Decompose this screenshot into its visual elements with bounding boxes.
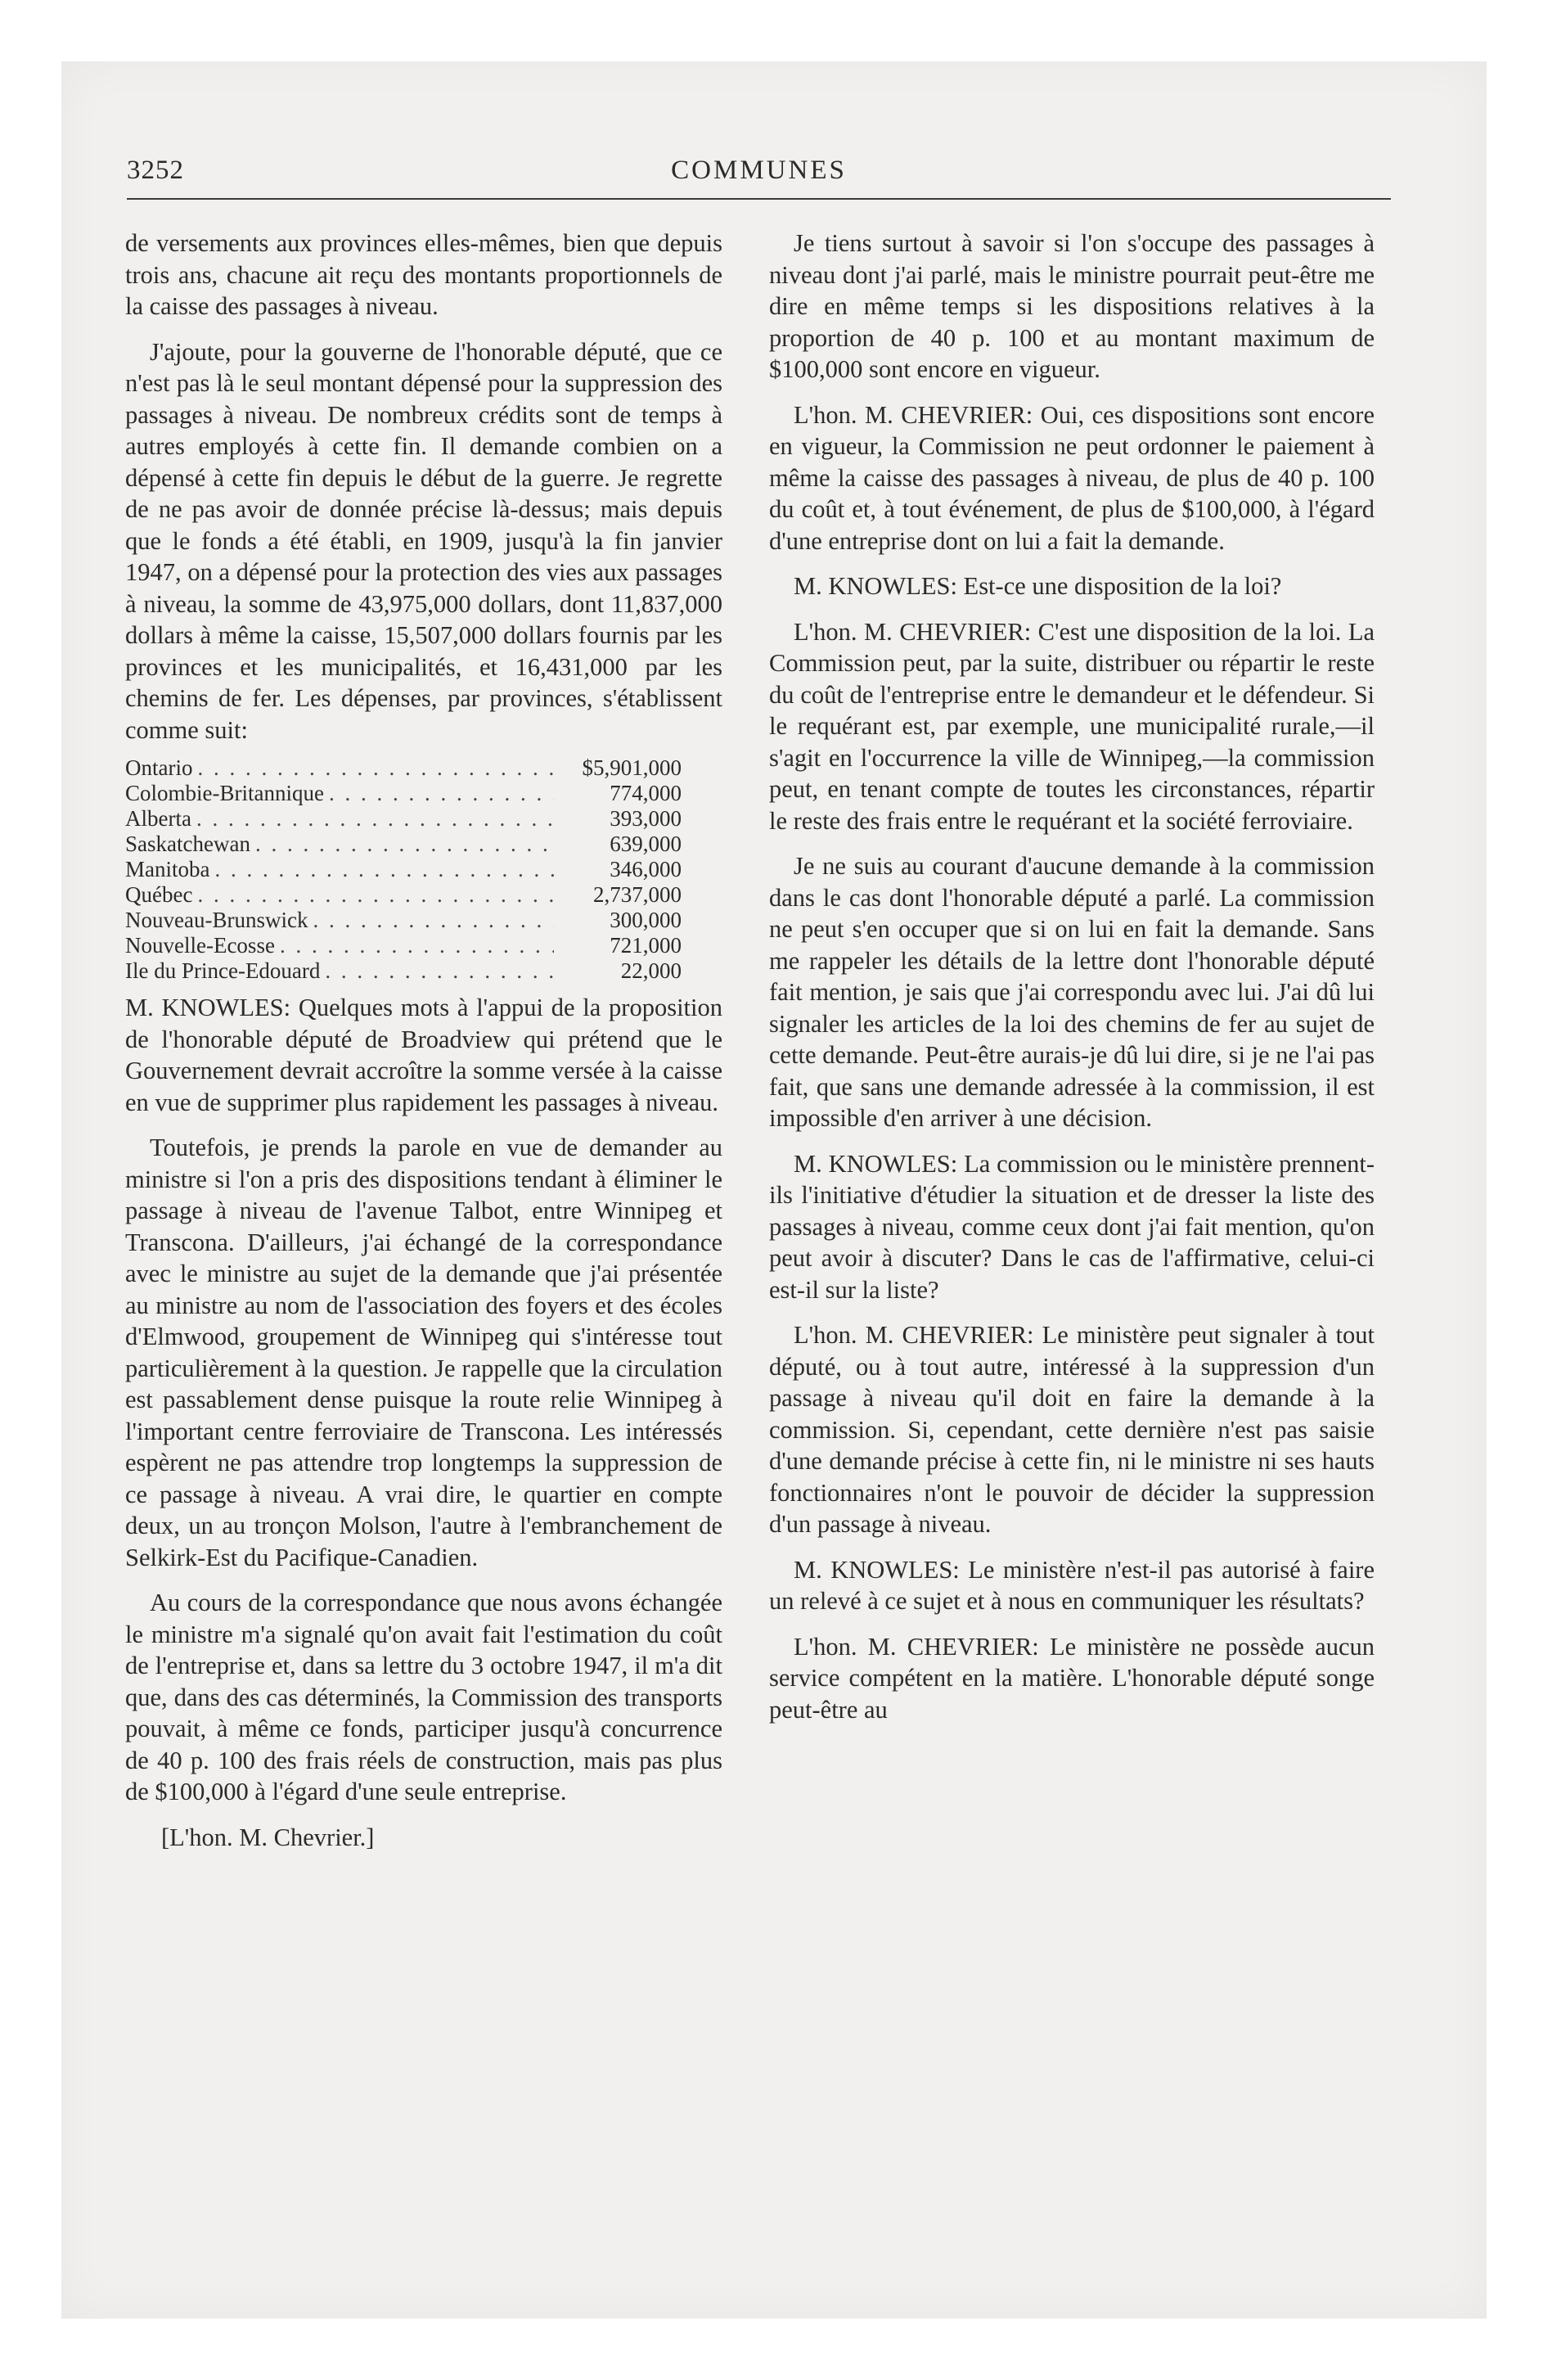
table-row [125,933,722,958]
table-row [125,781,722,806]
paragraph: Toutefois, je prends la parole en vue de demander au ministre si l'on a pris des dispositions tendant à éliminer le passage à niveau de l'avenue Talbot, entre Winnipeg et Transcona. D'ailleurs, j'ai échangé de la correspondance avec le ministre au sujet de la demande que j'ai présentée au ministre au nom de l'association des foyers et des écoles d'Elmwood, groupement de Winnipeg qui s'intéresse tout particulièrement à la question. Je rappelle que la circulation est passablement dense puisque la route relie Winnipeg à l'important centre ferroviaire de Transcona. Les intéressés espèrent ne pas attendre trop longtemps la suppression de ce passage à niveau. A vrai dire, le quartier en compte deux, un au tronçon Molson, l'autre à l'embranchement de Selkirk-Est du Pacifique-Canadien. [125,1134,722,1571]
paragraph: J'ajoute, pour la gouverne de l'honorable député, que ce n'est pas là le seul montant dépensé pour la suppression des passages à niveau. De nombreux crédits sont de temps à autres employés à cette fin. Il demande combien on a dépensé à cette fin depuis le début de la guerre. Je regrette de ne pas avoir de donnée précise là-dessus; mais depuis que le fonds a été établi, en 1909, jusqu'à la fin janvier 1947, on a dépensé pour la protection des vies aux passages à niveau, la somme de 43,975,000 dollars, dont 11,837,000 dollars à même la caisse, 15,507,000 dollars fournis par les provinces et les municipalités, et 16,431,000 par les chemins de fer. Les dépenses, par provinces, s'établissent comme suit: [125,337,722,744]
leader-dots [329,781,554,806]
province-name: Alberta [125,806,191,831]
leader-dots [197,882,554,908]
province-name: Nouvelle-Ecosse [125,933,275,958]
paragraph: Je tiens surtout à savoir si l'on s'occupe des passages à niveau dont j'ai parlé, mais le ministre pourrait peut-être me dire en même temps si les dispositions relatives à la proportion de 40 p. 100 et au montant maximum de $100,000 sont encore en vigueur. [769,229,1375,383]
province-name: Ile du Prince-Edouard [125,958,321,983]
paragraph: L'hon. M. CHEVRIER: Le ministère ne possède aucun service compétent en la matière. L'honorable député songe peut-être au [769,1632,1375,1724]
paragraph: M. KNOWLES: Quelques mots à l'appui de la proposition de l'honorable député de Broadview qui prétend que le Gouvernement devrait accroître la somme versée à la caisse en vue de supprimer plus rapidement les passages à niveau. [125,994,722,1116]
table-row [125,832,722,857]
province-amount: 22,000 [620,958,682,983]
province-name: Colombie-Britannique [125,781,324,805]
running-title: COMMUNES [671,156,847,185]
province-expenses-table [125,755,722,984]
right-column [769,228,1375,1725]
header-rule [127,198,1391,200]
province-name: Québec [125,882,193,907]
province-name: Saskatchewan [125,832,250,856]
province-amount: $5,901,000 [582,755,682,780]
paragraph: L'hon. M. CHEVRIER: Le ministère peut signaler à tout député, ou à tout autre, intéressé à la suppression d'un passage à niveau qu'il doit en faire la demande à la commission. Si, cependant, cette dernière n'est pas saisie d'une demande précise à cette fin, ni le ministre ni ses hauts fonctionnaires n'ont le pouvoir de décider la suppression d'un passage à niveau. [769,1321,1375,1538]
leader-dots [255,832,554,857]
province-name: Nouveau-Brunswick [125,908,308,932]
leader-dots [325,958,554,984]
paragraph: L'hon. M. CHEVRIER: Oui, ces dispositions sont encore en vigueur, la Commission ne peut ordonner le paiement à même la caisse des passages à niveau, de plus de 40 p. 100 du coût et, à tout événement, de plus de $100,000, à l'égard d'une entreprise dont on lui a fait la demande. [769,400,1375,555]
left-column [125,228,722,1853]
province-amount: 346,000 [610,857,682,881]
paragraph: L'hon. M. CHEVRIER: C'est une disposition de la loi. La Commission peut, par la suite, distribuer ou répartir le reste du coût de l'entreprise entre le demandeur et le défendeur. Si le requérant est, par exemple, une municipalité rurale,—il s'agit en l'occurrence la ville de Winnipeg,—la commission peut, en tenant compte de toutes les circonstances, répartir le reste des frais entre le requérant et la société ferroviaire. [769,617,1375,835]
province-amount: 721,000 [610,933,682,958]
table-row [125,755,722,781]
leader-dots [280,933,554,958]
page-number: 3252 [127,156,184,185]
paragraph: M. KNOWLES: Le ministère n'est-il pas autorisé à faire un relevé à ce sujet et à nous en communiquer les résultats? [769,1555,1375,1615]
paragraph: M. KNOWLES: La commission ou le ministère prennent-ils l'initiative d'étudier la situation et de dresser la liste des passages à niveau, comme ceux dont j'ai fait mention, qu'on peut avoir à discuter? Dans le cas de l'affirmative, celui-ci est-il sur la liste? [769,1149,1375,1304]
province-name: Manitoba [125,857,210,881]
table-row [125,908,722,933]
leader-dots [197,755,554,781]
leader-dots [214,857,554,882]
leader-dots [196,806,554,832]
province-amount: 393,000 [610,806,682,831]
province-amount: 2,737,000 [593,882,682,907]
leader-dots [313,908,554,933]
table-row [125,958,722,984]
paragraph: Je ne suis au courant d'aucune demande à la commission dans le cas dont l'honorable député a parlé. La commission ne peut s'en occuper que si on lui en fait la demande. Sans me rappeler les détails de la lettre dont l'honorable député fait mention, je sais que j'ai correspondu avec lui. J'ai dû lui signaler les articles de la loi des chemins de fer au sujet de cette demande. Peut-être aurais-je dû lui dire, si je ne l'ai pas fait, que sans une demande adressée à la commission, il est impossible d'en arriver à une décision. [769,852,1375,1132]
paragraph: Au cours de la correspondance que nous avons échangée le ministre m'a signalé qu'on avait fait l'estimation du coût de l'entreprise et, dans sa lettre du 3 octobre 1947, il m'a dit que, dans des cas déterminés, la Commission des transports pouvait, à même ce fonds, participer jusqu'à concurrence de 40 p. 100 des frais réels de construction, mais pas plus de $100,000 à l'égard d'une seule entreprise. [125,1589,722,1805]
paragraph: de versements aux provinces elles-mêmes, bien que depuis trois ans, chacune ait reçu des montants proportionnels de la caisse des passages à niveau. [125,229,722,320]
page-header [127,156,1391,196]
table-row [125,882,722,908]
table-row [125,857,722,882]
province-amount: 774,000 [610,781,682,805]
province-name: Ontario [125,755,193,780]
province-amount: 639,000 [610,832,682,856]
speaker-attribution: [L'hon. M. Chevrier.] [161,1823,375,1851]
paragraph: M. KNOWLES: Est-ce une disposition de la loi? [794,572,1282,600]
province-amount: 300,000 [610,908,682,932]
table-row [125,806,722,832]
